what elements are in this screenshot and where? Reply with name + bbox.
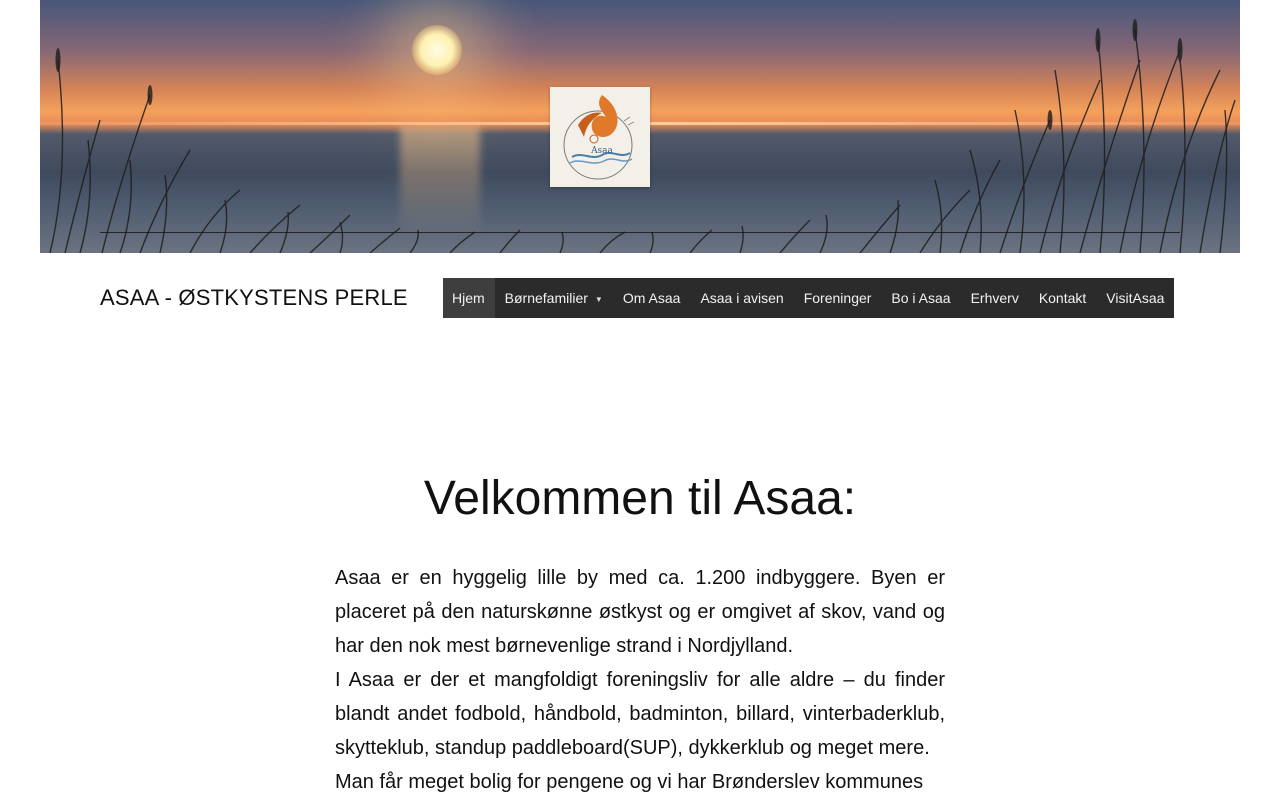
nav-item-erhverv[interactable] — [961, 278, 1029, 318]
header-divider — [100, 232, 1180, 233]
main-content — [335, 561, 945, 799]
nav-item-kontakt[interactable] — [1029, 278, 1096, 318]
asaa-logo-icon — [550, 87, 650, 187]
main-navigation — [443, 278, 1174, 318]
nav-label: Børnefamilier — [504, 290, 588, 306]
caret-down-icon: ▼ — [594, 294, 603, 304]
nav-item-foreninger[interactable] — [794, 278, 882, 318]
nav-label: Erhverv — [970, 290, 1019, 306]
logo-text: Asaa — [591, 146, 613, 156]
nav-label: Om Asaa — [622, 290, 681, 306]
nav-item-asaa-i-avisen[interactable] — [690, 278, 793, 318]
nav-label: VisitAsaa — [1106, 290, 1165, 306]
housing-paragraph: Man får meget bolig for pengene og vi har Brønderslev kommunes — [335, 771, 924, 793]
nav-item-bo-i-asaa[interactable] — [881, 278, 960, 318]
nav-label: Kontakt — [1038, 290, 1087, 306]
page-heading: Velkommen til Asaa: — [423, 472, 857, 525]
nav-label: Asaa i avisen — [700, 290, 784, 306]
nav-item-bornefamilier[interactable] — [495, 278, 613, 318]
site-logo[interactable] — [550, 87, 650, 187]
nav-item-om-asaa[interactable] — [613, 278, 691, 318]
nav-label: Hjem — [452, 290, 485, 306]
site-title[interactable]: ASAA - ØSTKYSTENS PERLE — [100, 285, 408, 310]
nav-item-hjem[interactable] — [443, 278, 495, 318]
nav-item-visitasaa[interactable] — [1096, 278, 1174, 318]
associations-paragraph: I Asaa er der et mangfoldigt foreningsliv for alle aldre – du finder blandt andet fodbold, håndbold, badminton, billard, vinterbaderklub, skytteklub, standup paddleboard(SUP), dykkerklub og meget mere. — [335, 669, 945, 759]
intro-paragraph: Asaa er en hyggelig lille by med ca. 1.200 indbyggere. Byen er placeret på den naturskønne østkyst og er omgivet af skov, vand og har den nok mest børnevenlige strand i Nordjylland. — [335, 567, 945, 657]
nav-label: Foreninger — [803, 290, 872, 306]
nav-label: Bo i Asaa — [891, 290, 951, 306]
